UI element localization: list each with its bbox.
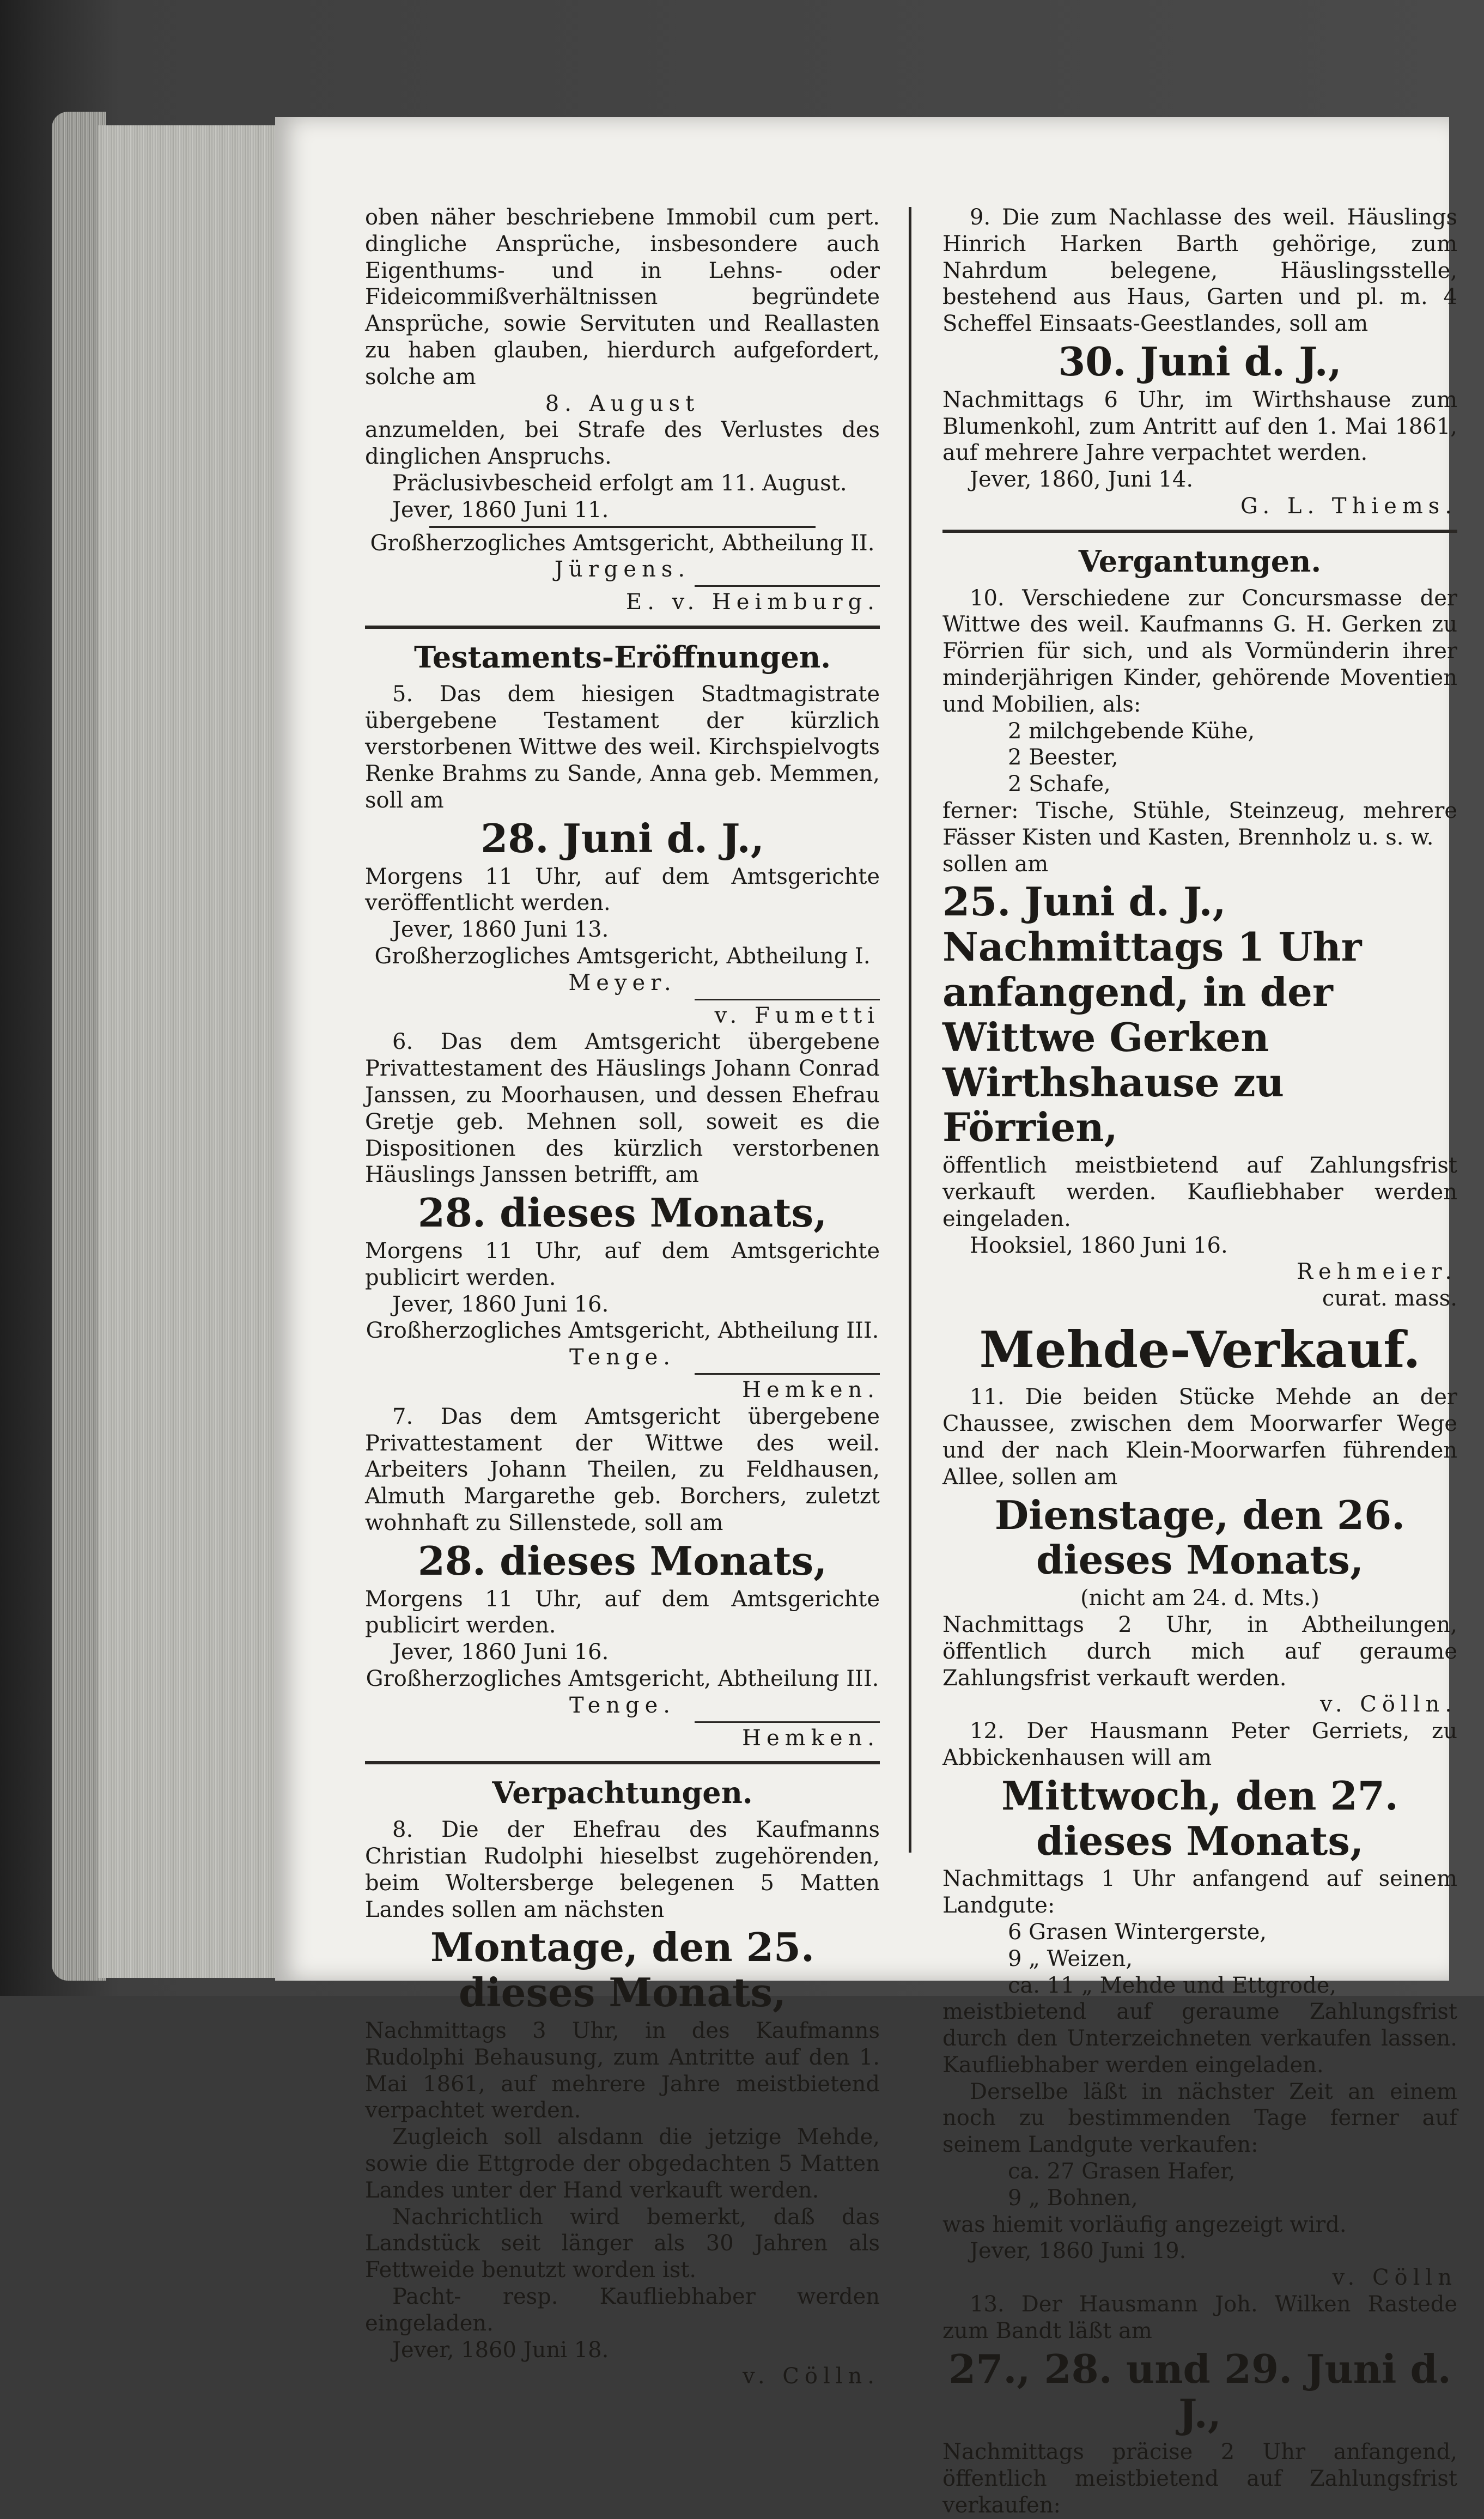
notice-13: 13. Der Hausmann Joh. Wilken Rastede zum Bandt läßt am xyxy=(942,2292,1457,2344)
signature: v. Cölln. xyxy=(1319,1692,1457,1717)
place-date: Jever, 1860 Juni 16. xyxy=(392,1640,609,1665)
place-date: Jever, 1860 Juni 11. xyxy=(392,497,609,523)
signature: Hemken. xyxy=(742,1725,880,1751)
notice-text: Morgens 11 Uhr, auf dem Amtsgerichte veröffentlicht werden. xyxy=(365,864,880,916)
place-date: Hooksiel, 1860 Juni 16. xyxy=(970,1233,1228,1258)
notice-text: Nachmittags 2 Uhr, in Abtheilungen, öffentlich durch mich auf geraume Zahlungsfrist verkauft werden. xyxy=(942,1612,1457,1691)
notice-6: 6. Das dem Amtsgericht übergebene Privattestament des Häuslings Johann Conrad Janssen, zu Moorhausen, und dessen Ehefrau Gretje geb. Mehnen soll, soweit es die Dispositionen des kürzlich verstorbenen Häuslings Janssen betrifft, am xyxy=(365,1029,880,1188)
section-heading: Vergantungen. xyxy=(1078,543,1322,579)
place-date: Jever, 1860 Juni 16. xyxy=(392,1291,609,1317)
notice-text: Zugleich soll alsdann die jetzige Mehde, sowie die Ettgrode der obgedachten 5 Matten Landes unter der Hand verkauft werden. xyxy=(365,2125,880,2203)
notice-text: Derselbe läßt in nächster Zeit an einem noch zu bestimmenden Tage ferner auf seinem Landgute verkaufen: xyxy=(942,2079,1457,2158)
list-item: 2 milchgebende Kühe, xyxy=(1008,718,1255,744)
list-item: 6 Grasen Wintergerste, xyxy=(1008,1919,1267,1945)
item-list xyxy=(942,718,1457,798)
notice-text: Nachmittags 6 Uhr, im Wirthshause zum Blumenkohl, zum Antritt auf den 1. Mai 1861, auf mehrere Jahre verpachtet werden. xyxy=(942,387,1457,466)
notice-text: Pacht- resp. Kaufliebhaber werden eingeladen. xyxy=(365,2284,880,2336)
notice-text: meistbietend auf geraume Zahlungsfrist durch den Unterzeichneten verkaufen lassen. Kaufliebhaber werden eingeladen. xyxy=(942,1999,1457,2078)
notice-12: 12. Der Hausmann Peter Gerriets, zu Abbickenhausen will am xyxy=(942,1719,1457,1770)
date-line: 8. August xyxy=(545,391,700,416)
notice-8: 8. Die der Ehefrau des Kaufmanns Christian Rudolphi hieselbst zugehörenden, beim Woltersberge belegenen 5 Matten Landes sollen am nächsten xyxy=(365,1817,880,1922)
signature: Tenge. xyxy=(569,1345,676,1370)
page-edges xyxy=(98,125,283,1978)
notice-5: 5. Das dem hiesigen Stadtmagistrate übergebene Testament der kürzlich verstorbenen Wittwe des weil. Kirchspielvogts Renke Brahms zu Sande, Anna geb. Memmen, soll am xyxy=(365,681,880,814)
list-item: ca. 27 Grasen Hafer, xyxy=(1008,2159,1236,2184)
signature: v. Cölln xyxy=(1332,2265,1457,2291)
list-item: 2 Schafe, xyxy=(1008,772,1111,797)
signature-title: curat. mass. xyxy=(1322,1286,1457,1312)
notice-date: 28. dieses Monats, xyxy=(417,1537,828,1584)
notice-date: 28. Juni d. J., xyxy=(481,815,764,861)
signature: Meyer. xyxy=(568,970,677,996)
notice-9: 9. Die zum Nachlasse des weil. Häuslings Hinrich Harken Barth gehörige, zum Nahrdum belegene, Häuslingsstelle, bestehend aus Haus, Garten und pl. m. 4 Scheffel Einsaats-Geestlandes, soll am xyxy=(942,205,1457,337)
list-item: ca. 11 „ Mehde und Ettgrode, xyxy=(1008,1972,1337,1998)
list-item: 9 „ Weizen, xyxy=(1008,1946,1133,1971)
place-date: Jever, 1860 Juni 13. xyxy=(392,917,609,943)
signature: Hemken. xyxy=(742,1377,880,1403)
notice-text: Nachmittags 3 Uhr, in des Kaufmanns Rudolphi Behausung, zum Antritte auf den 1. Mai 1861, auf mehrere Jahre meistbietend verpachtet werden. xyxy=(365,2018,880,2123)
place-date: Jever, 1860 Juni 19. xyxy=(970,2238,1187,2264)
court-name: Großherzogliches Amtsgericht, Abtheilung I. xyxy=(374,944,871,969)
notice-date: Montage, den 25. dieses Monats, xyxy=(430,1924,815,2016)
court-name: Großherzogliches Amtsgericht, Abtheilung III. xyxy=(366,1666,879,1691)
section-rule xyxy=(942,530,1457,533)
signature: Rehmeier. xyxy=(1296,1259,1457,1285)
notice-date: 25. Juni d. J., Nachmittags 1 Uhr anfangend, in der Wittwe Gerken Wirthshause zu Förrien, xyxy=(942,878,1362,1151)
signature: Tenge. xyxy=(569,1692,676,1718)
notice-text: Präclusivbescheid erfolgt am 11. August. xyxy=(392,470,847,496)
notice-11: 11. Die beiden Stücke Mehde an der Chaussee, zwischen dem Moorwarfer Wege und der nach Klein-Moorwarfen führenden Allee, sollen am xyxy=(942,1385,1457,1490)
list-item: 2 Beester, xyxy=(1008,745,1118,770)
rule xyxy=(429,526,816,528)
notice-7: 7. Das dem Amtsgericht übergebene Privattestament der Wittwe des weil. Arbeiters Johann Theilen, zu Feldhausen, Almuth Margarethe geb. Borchers, zuletzt wohnhaft zu Sillenstede, soll am xyxy=(365,1404,880,1535)
notice-text: Nachmittags 1 Uhr anfangend auf seinem Landgute: xyxy=(942,1866,1457,1919)
notice-text: ferner: Tische, Stühle, Steinzeug, mehrere Fässer Kisten und Kasten, Brennholz u. s. w. xyxy=(942,798,1457,850)
notice-date: 27., 28. und 29. Juni d. J., xyxy=(948,2345,1451,2437)
signature: v. Fumetti xyxy=(714,1003,880,1028)
section-heading: Verpachtungen. xyxy=(492,1775,753,1811)
item-list xyxy=(942,2158,1457,2212)
notice-text: Nachmittags präcise 2 Uhr anfangend, öffentlich meistbietend auf Zahlungsfrist verkaufen: xyxy=(942,2439,1457,2518)
section-rule xyxy=(365,626,880,629)
notice-text: sollen am xyxy=(942,851,1049,877)
section-heading: Testaments-Eröffnungen. xyxy=(413,639,831,675)
rule xyxy=(695,1373,880,1375)
notice-date: 28. dieses Monats, xyxy=(417,1189,828,1236)
notice-date: 30. Juni d. J., xyxy=(1058,338,1342,385)
notice-text: anzumelden, bei Strafe des Verlustes des dinglichen Anspruchs. xyxy=(365,417,880,470)
court-name: Großherzogliches Amtsgericht, Abtheilung II. xyxy=(370,530,875,556)
rule xyxy=(695,585,880,587)
place-date: Jever, 1860 Juni 18. xyxy=(392,2337,609,2363)
rule xyxy=(695,999,880,1000)
signature: Jürgens. xyxy=(554,557,691,582)
right-column xyxy=(942,204,1457,2519)
signature: E. v. Heimburg. xyxy=(626,590,880,615)
notice-date: Dienstage, den 26. dieses Monats, xyxy=(994,1491,1406,1583)
left-column xyxy=(365,204,880,2390)
notice-text: Morgens 11 Uhr, auf dem Amtsgerichte publicirt werden. xyxy=(365,1238,880,1290)
newspaper-page xyxy=(275,117,1457,2518)
notice-text: Nachrichtlich wird bemerkt, daß das Landstück seit länger als 30 Jahren als Fettweide benutzt worden ist. xyxy=(365,2204,880,2283)
notice-note: (nicht am 24. d. Mts.) xyxy=(1080,1586,1319,1611)
signature: G. L. Thiems. xyxy=(1240,493,1457,519)
court-name: Großherzogliches Amtsgericht, Abtheilung III. xyxy=(366,1318,879,1344)
notice-text: öffentlich meistbietend auf Zahlungsfrist verkauft werden. Kaufliebhaber werden eingeladen. xyxy=(942,1153,1457,1231)
rule xyxy=(695,1721,880,1723)
notice-text: was hiemit vorläufig angezeigt wird. xyxy=(942,2212,1347,2237)
place-date: Jever, 1860, Juni 14. xyxy=(970,467,1194,493)
list-item: 9 „ Bohnen, xyxy=(1008,2185,1138,2211)
section-heading: Mehde-Verkauf. xyxy=(979,1320,1421,1379)
item-list xyxy=(942,1919,1457,1999)
signature: v. Cölln. xyxy=(742,2364,880,2389)
column-divider xyxy=(909,207,911,1853)
notice-10: 10. Verschiedene zur Concursmasse der Wittwe des weil. Kaufmanns G. H. Gerken zu Förrien für sich, und als Vormünderin ihrer minderjährigen Kinder, gehörende Moventien und Mobilien, als: xyxy=(942,585,1457,717)
intro-text: oben näher beschriebene Immobil cum pert. dingliche Ansprüche, insbesondere auch Eigenthums- und in Lehns- oder Fideicommißverhältnissen begründete Ansprüche, sowie Servituten und Reallasten zu haben glauben, hierdurch aufgefordert, solche am xyxy=(365,205,880,390)
notice-date: Mittwoch, den 27. dieses Monats, xyxy=(1001,1772,1398,1864)
section-rule xyxy=(365,1761,880,1764)
notice-text: Morgens 11 Uhr, auf dem Amtsgerichte publicirt werden. xyxy=(365,1586,880,1638)
